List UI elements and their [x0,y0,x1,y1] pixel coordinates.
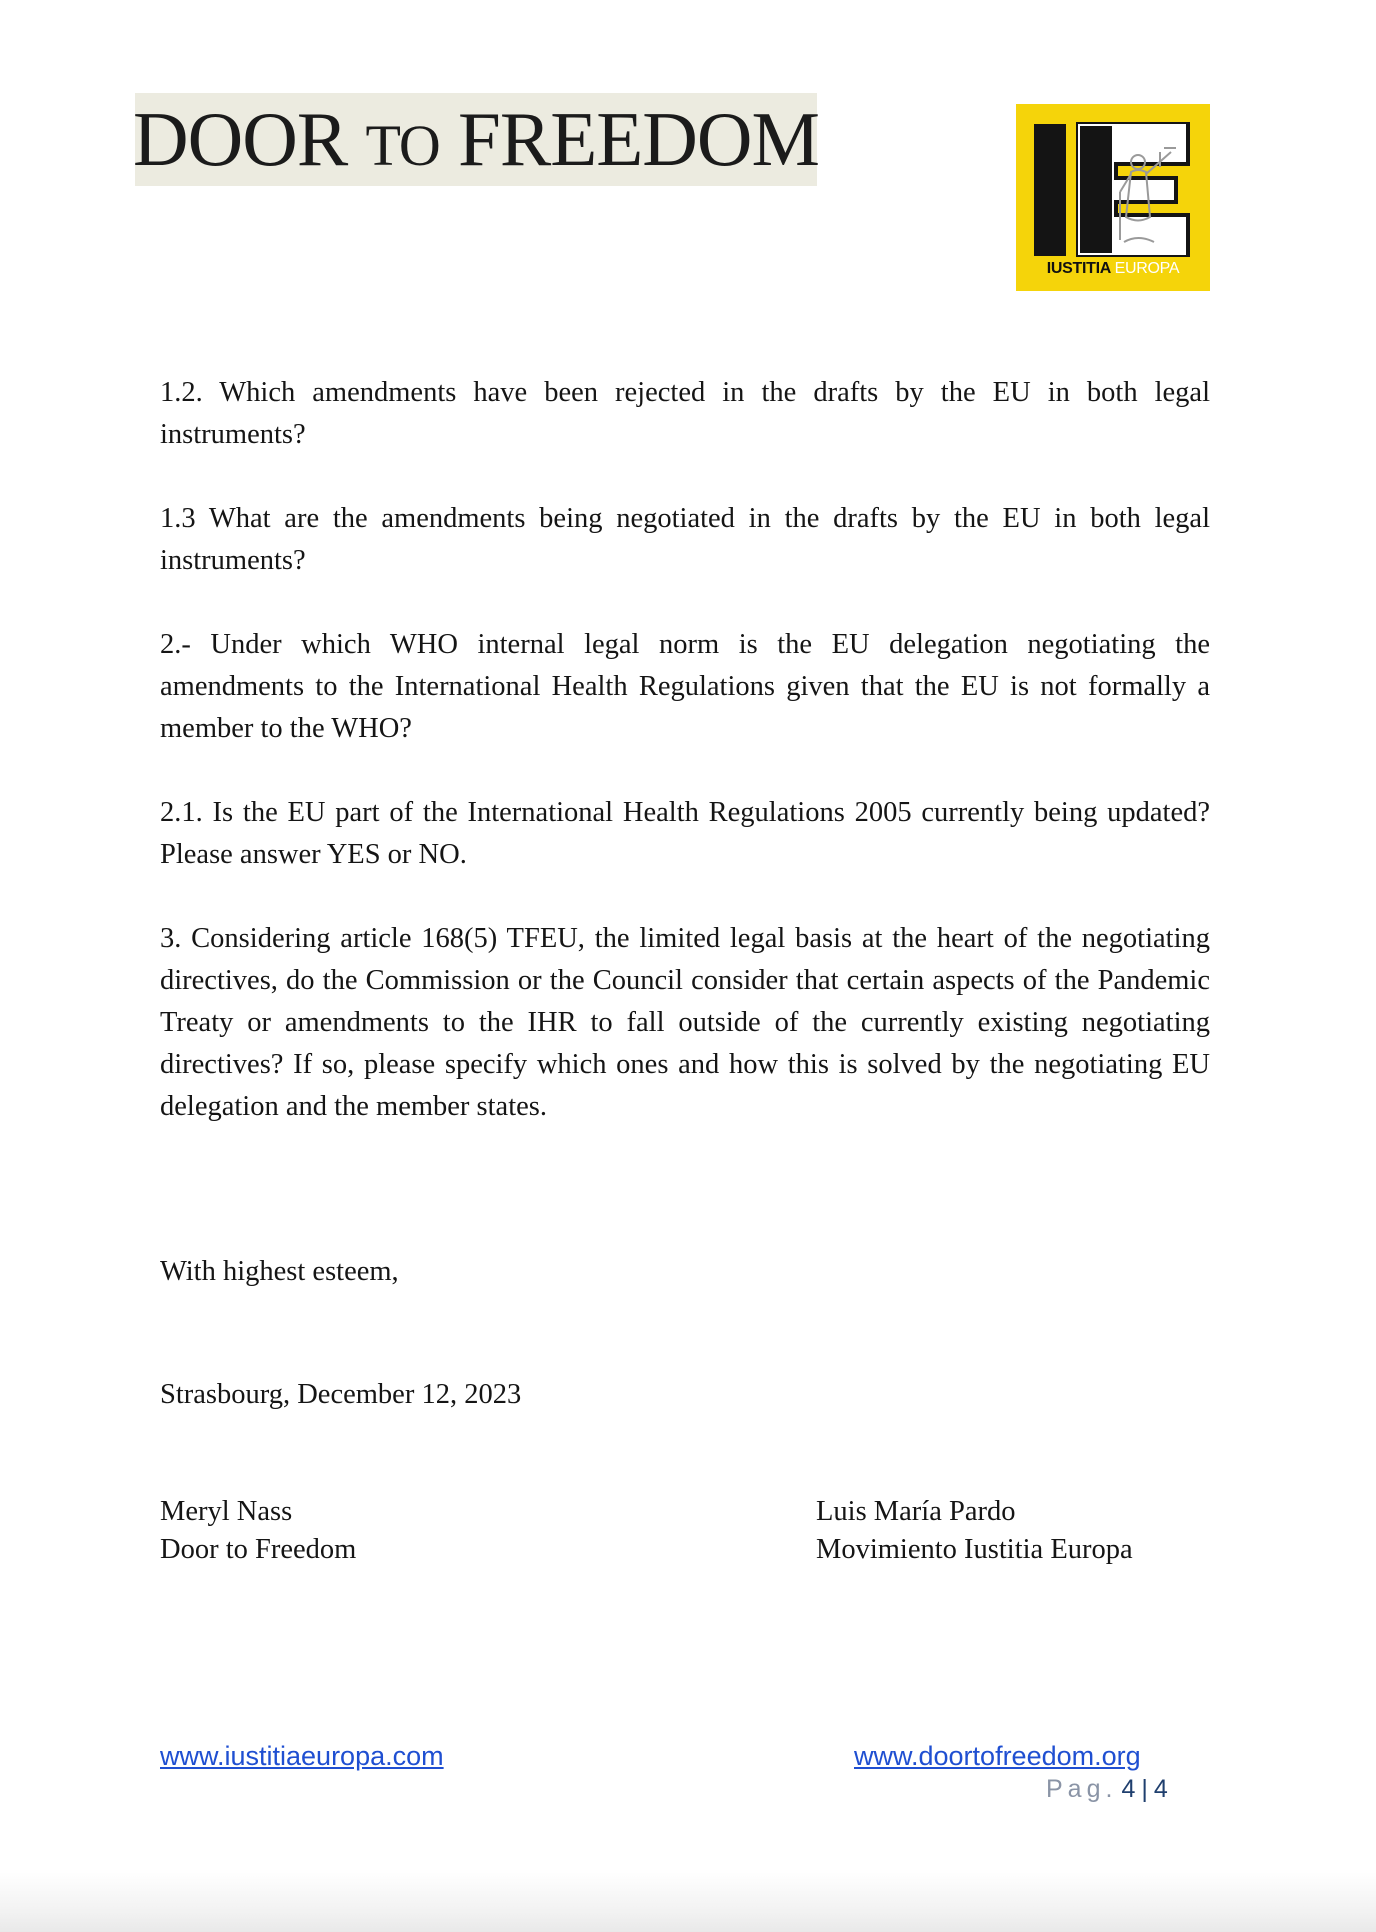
question-2-1-paragraph: 2.1. Is the EU part of the International Health Regulations 2005 currently being updated? Please answer YES or NO. [160,797,1210,870]
question-1-2-paragraph: 1.2. Which amendments have been rejected in the drafts by the EU in both legal instruments? [160,377,1210,450]
logo-letter-d: D [133,96,188,182]
page-bottom-shadow [0,1872,1376,1932]
logo-letter-r: R [296,96,348,182]
signatory-left-organization: Door to Freedom [160,1534,357,1565]
logo-word-freedom: FREEDOM [458,96,819,182]
place-date-line: Strasbourg, December 12, 2023 [160,1379,522,1410]
door-to-freedom-logo [135,93,817,186]
closing-line: With highest esteem, [160,1256,399,1287]
question-2-paragraph: 2.- Under which WHO internal legal norm is the EU delegation negotiating the amendments to the International Health Regulations given that the EU is not formally a member to the WHO? [160,629,1210,744]
iustitia-europa-caption [1016,260,1210,278]
logo-word-to: TO [365,113,440,178]
signatory-left-name: Meryl Nass [160,1496,293,1527]
question-1-3-paragraph: 1.3 What are the amendments being negotiated in the drafts by the EU in both legal instruments? [160,503,1210,576]
page-current: 4 [1121,1775,1136,1803]
iustitia-europa-website-link[interactable]: www.iustitiaeuropa.com [160,1741,444,1771]
signatory-right-organization: Movimiento Iustitia Europa [816,1534,1133,1565]
logo-letter-i-shape [1034,124,1066,256]
logo-letters-oo: OO [187,96,297,182]
logo-letter-e-justice-icon [1076,122,1191,257]
question-3-paragraph: 3. Considering article 168(5) TFEU, the limited legal basis at the heart of the negotiating directives, do the Commission or the Council consider that certain aspects of the Pandemic Treaty or amendments to the IHR to fall outside of the currently existing negotiating directives? If so, please specify which ones and how this is solved by the negotiating EU delegation and the member states. [160,923,1210,1122]
iustitia-europa-logo [1016,104,1210,291]
page-separator: | [1141,1775,1148,1803]
caption-iustitia: IUSTITIA [1046,260,1111,277]
door-to-freedom-wordmark [133,96,819,182]
page-number [1046,1772,1168,1806]
page-total: 4 [1153,1775,1168,1803]
caption-europa: EUROPA [1114,260,1180,277]
door-to-freedom-website-link[interactable]: www.doortofreedom.org [854,1741,1141,1771]
signatory-right-name: Luis María Pardo [816,1496,1016,1527]
page-label: Pag. [1046,1775,1118,1803]
